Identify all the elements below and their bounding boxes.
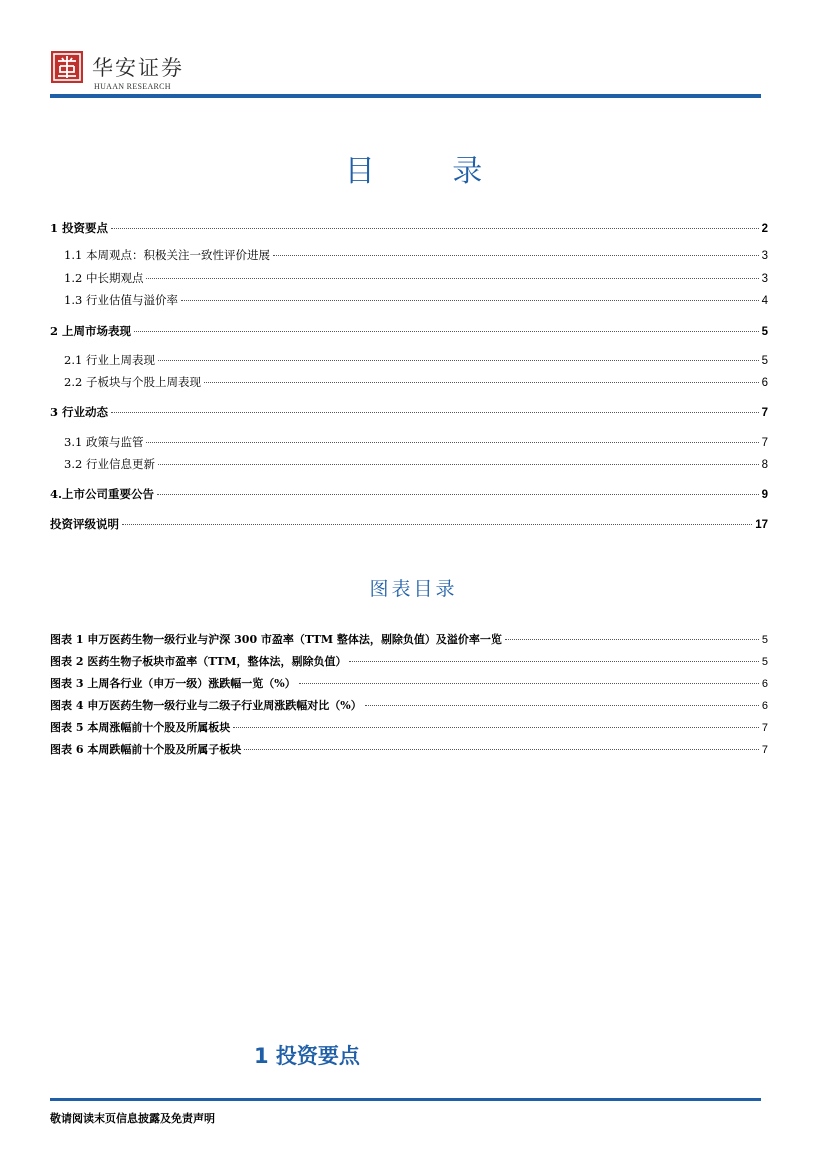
figure-entry[interactable] — [50, 676, 768, 692]
toc-entry-label: 1.3 行业估值与溢价率 — [64, 293, 178, 307]
leader-dots — [273, 255, 759, 256]
toc-entry[interactable] — [50, 486, 768, 503]
figure-entry-page: 5 — [761, 634, 768, 646]
toc-entry-label: 3.1 政策与监管 — [64, 435, 144, 449]
toc-entry-page: 17 — [755, 519, 768, 531]
toc-entry-page: 8 — [761, 459, 768, 471]
toc-entry[interactable] — [50, 404, 768, 421]
figure-entry[interactable] — [50, 654, 768, 670]
toc-entry[interactable] — [50, 270, 768, 287]
toc-entry-label: 1.2 中长期观点 — [64, 271, 144, 285]
figure-entry-page: 6 — [761, 700, 768, 712]
leader-dots — [158, 464, 759, 465]
toc-entry[interactable] — [50, 374, 768, 391]
section-heading: 1 投资要点 — [254, 1044, 360, 1068]
toc-entry-label: 4.上市公司重要公告 — [50, 487, 155, 501]
toc-entry-label: 1 投资要点 — [50, 221, 109, 235]
toc-entry-page: 7 — [761, 437, 768, 449]
header-divider — [50, 94, 761, 98]
figure-entry-label: 图表 1 申万医药生物一级行业与沪深 300 市盈率（TTM 整体法，剔除负值）及溢价率一览 — [50, 633, 502, 646]
toc-entry-label: 2.1 行业上周表现 — [64, 353, 155, 367]
leader-dots — [233, 727, 759, 728]
toc-entry-page: 7 — [761, 407, 768, 419]
toc-entry[interactable] — [50, 516, 768, 533]
toc-entry-label: 2 上周市场表现 — [50, 324, 132, 338]
figure-entry-page: 7 — [761, 744, 768, 756]
leader-dots — [146, 278, 758, 279]
figure-entry[interactable] — [50, 632, 768, 648]
leader-dots — [244, 749, 759, 750]
toc-entry-page: 9 — [761, 489, 768, 501]
leader-dots — [349, 661, 758, 662]
figure-entry-page: 6 — [761, 678, 768, 690]
leader-dots — [299, 683, 759, 684]
toc-title: 目 录 — [344, 154, 517, 189]
leader-dots — [134, 331, 759, 332]
figure-entry-label: 图表 4 申万医药生物一级行业与二级子行业周涨跌幅对比（%） — [50, 699, 362, 712]
figure-list-title: 图表目录 — [369, 578, 458, 600]
toc-entry[interactable] — [50, 323, 768, 340]
toc-entry[interactable] — [50, 434, 768, 451]
toc-entry-label: 2.2 子板块与个股上周表现 — [64, 375, 201, 389]
toc-entry-label: 3 行业动态 — [50, 405, 109, 419]
figure-entry-page: 5 — [761, 656, 768, 668]
leader-dots — [122, 524, 752, 525]
figure-entry-label: 图表 6 本周跌幅前十个股及所属子板块 — [50, 743, 242, 756]
toc-entry[interactable] — [50, 247, 768, 264]
toc-entry-label: 投资评级说明 — [50, 517, 119, 531]
leader-dots — [146, 442, 758, 443]
leader-dots — [111, 228, 759, 229]
toc-entry-page: 6 — [761, 377, 768, 389]
huaan-seal-logo-icon — [50, 50, 84, 84]
leader-dots — [158, 360, 759, 361]
toc-entry-page: 5 — [761, 326, 768, 338]
toc-entry-label: 3.2 行业信息更新 — [64, 457, 155, 471]
toc-entry-page: 3 — [761, 273, 768, 285]
toc-entry[interactable] — [50, 292, 768, 309]
logo-english-name: HUAAN RESEARCH — [94, 82, 171, 91]
toc-entry[interactable] — [50, 220, 768, 237]
figure-entry-label: 图表 2 医药生物子板块市盈率（TTM，整体法，剔除负值） — [50, 655, 347, 668]
figure-entry-label: 图表 3 上周各行业（申万一级）涨跌幅一览（%） — [50, 677, 296, 690]
figure-entry[interactable] — [50, 720, 768, 736]
leader-dots — [181, 300, 759, 301]
toc-entry-page: 4 — [761, 295, 768, 307]
toc-entry-page: 3 — [761, 250, 768, 262]
toc-entry-page: 2 — [761, 223, 768, 235]
footer-disclaimer: 敬请阅读末页信息披露及免责声明 — [50, 1112, 215, 1125]
toc-entry-label: 1.1 本周观点：积极关注一致性评价进展 — [64, 248, 270, 262]
toc-entry[interactable] — [50, 456, 768, 473]
figure-entry[interactable] — [50, 698, 768, 714]
figure-entry[interactable] — [50, 742, 768, 758]
toc-entry-page: 5 — [761, 355, 768, 367]
logo-chinese-name: 华安证券 — [92, 56, 184, 80]
leader-dots — [204, 382, 759, 383]
footer-divider — [50, 1098, 761, 1101]
toc-entry[interactable] — [50, 352, 768, 369]
figure-entry-label: 图表 5 本周涨幅前十个股及所属板块 — [50, 721, 231, 734]
figure-entry-page: 7 — [761, 722, 768, 734]
leader-dots — [157, 494, 759, 495]
leader-dots — [365, 705, 759, 706]
leader-dots — [111, 412, 759, 413]
leader-dots — [505, 639, 759, 640]
